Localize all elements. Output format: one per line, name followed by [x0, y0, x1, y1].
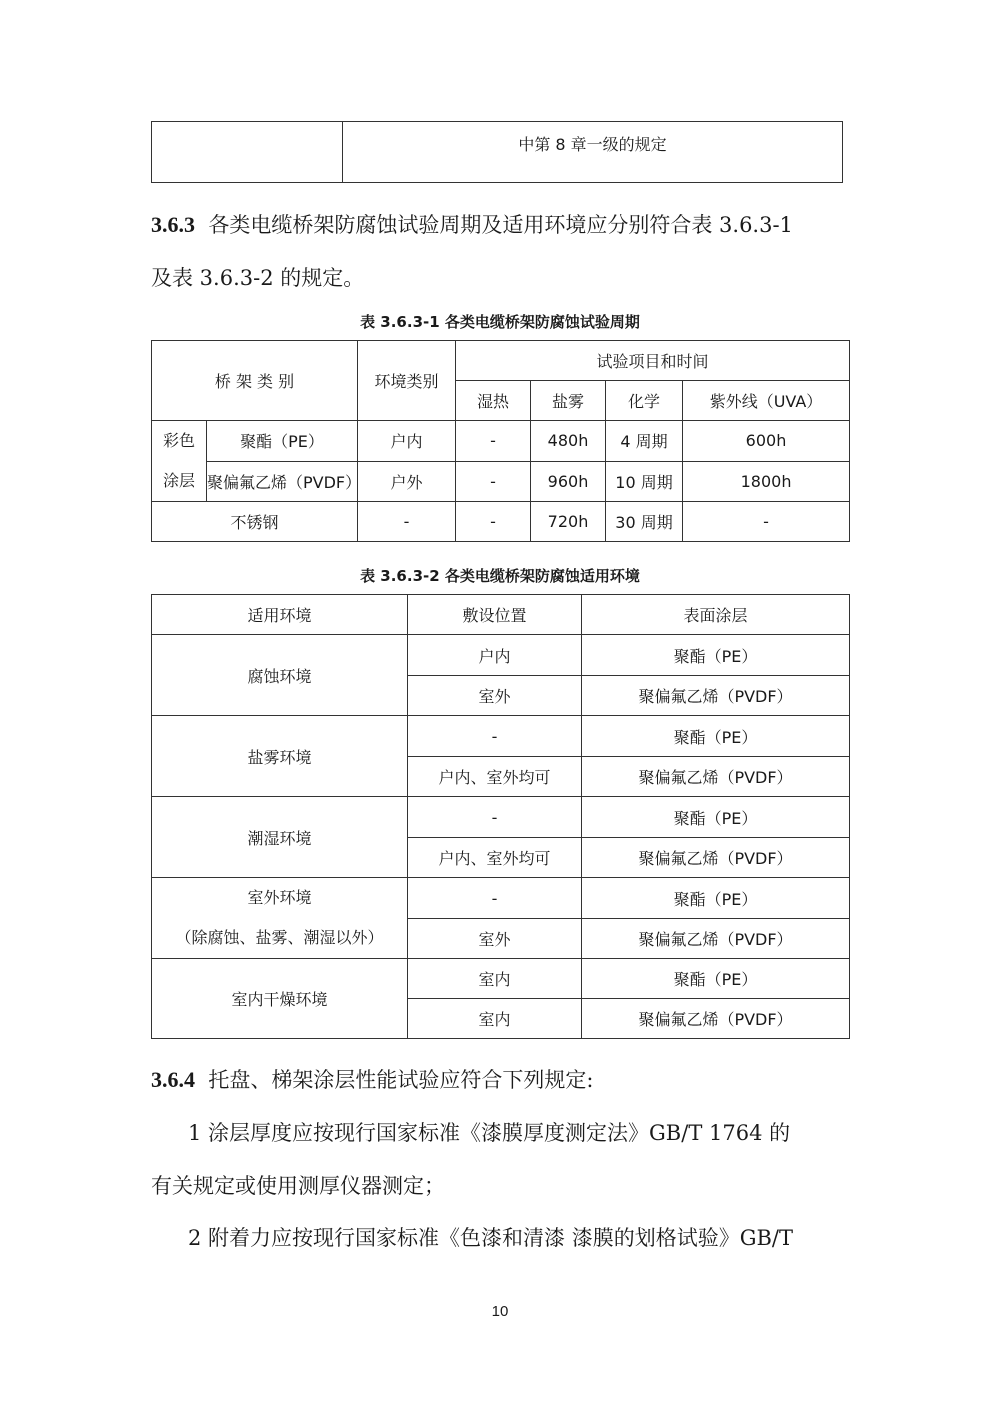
env-cell: 盐雾环境 — [152, 716, 408, 797]
position-cell: 户内、室外均可 — [408, 838, 582, 878]
header-surface-coating: 表面涂层 — [582, 595, 850, 635]
header-environment-type: 环境类别 — [358, 341, 456, 421]
color-coating-label — [152, 421, 207, 502]
item2-line1: 2 附着力应按现行国家标准《色漆和清漆 漆膜的划格试验》GB/T — [188, 1226, 793, 1250]
item1-line1: 1 涂层厚度应按现行国家标准《漆膜厚度测定法》GB/T 1764 的 — [188, 1121, 791, 1145]
position-cell: - — [408, 716, 582, 757]
coating-cell: 聚偏氟乙烯（PVDF） — [582, 838, 850, 878]
row-chem: 10 周期 — [606, 461, 683, 502]
applicable-environment-table — [151, 594, 850, 1039]
table2-caption: 表 3.6.3-2 各类电缆桥架防腐蚀适用环境 — [360, 567, 640, 585]
env-outdoor-line1: 室外环境 — [247, 888, 312, 907]
row-env: - — [358, 502, 456, 542]
coating-cell: 聚偏氟乙烯（PVDF） — [582, 999, 850, 1039]
header-uva: 紫外线（UVA） — [683, 381, 850, 421]
section-text: 托盘、梯架涂层性能试验应符合下列规定: — [208, 1068, 594, 1092]
top-table-right-cell: 中第 8 章一级的规定 — [343, 122, 843, 183]
color-coating-line2: 涂层 — [162, 471, 195, 490]
header-salt-spray: 盐雾 — [531, 381, 606, 421]
table1-caption: 表 3.6.3-1 各类电缆桥架防腐蚀试验周期 — [360, 313, 640, 331]
row-name: 聚酯（PE） — [207, 421, 358, 462]
position-cell: 室外 — [408, 676, 582, 716]
position-cell: 室内 — [408, 999, 582, 1039]
section-number: 3.6.4 — [151, 1067, 195, 1092]
section-text: 各类电缆桥架防腐蚀试验周期及适用环境应分别符合表 3.6.3-1 — [208, 213, 793, 237]
section-3-6-3-line2: 及表 3.6.3-2 的规定。 — [151, 266, 365, 290]
header-chemical: 化学 — [606, 381, 683, 421]
coating-cell: 聚酯（PE） — [582, 716, 850, 757]
row-salt: 480h — [531, 421, 606, 462]
header-laying-position: 敷设位置 — [408, 595, 582, 635]
header-cable-tray-type: 桥 架 类 别 — [152, 341, 358, 421]
position-cell: 户内、室外均可 — [408, 757, 582, 797]
color-coating-line1: 彩色 — [162, 431, 195, 450]
row-humid: - — [456, 421, 531, 462]
test-period-table — [151, 340, 850, 542]
row-humid: - — [456, 461, 531, 502]
section-3-6-3-line1 — [151, 209, 793, 239]
env-cell: 腐蚀环境 — [152, 635, 408, 716]
row-env: 户外 — [358, 461, 456, 502]
coating-cell: 聚偏氟乙烯（PVDF） — [582, 676, 850, 716]
coating-cell: 聚偏氟乙烯（PVDF） — [582, 919, 850, 959]
env-cell: 室内干燥环境 — [152, 959, 408, 1039]
position-cell: 户内 — [408, 635, 582, 676]
top-continuation-table — [151, 121, 843, 183]
row-chem: 30 周期 — [606, 502, 683, 542]
row-uva: 600h — [683, 421, 850, 462]
position-cell: 室外 — [408, 919, 582, 959]
row-salt: 960h — [531, 461, 606, 502]
row-chem: 4 周期 — [606, 421, 683, 462]
header-humid-heat: 湿热 — [456, 381, 531, 421]
coating-cell: 聚偏氟乙烯（PVDF） — [582, 757, 850, 797]
position-cell: 室内 — [408, 959, 582, 999]
section-3-6-4-heading — [151, 1064, 593, 1094]
header-applicable-environment: 适用环境 — [152, 595, 408, 635]
page-number: 10 — [491, 1303, 509, 1320]
coating-cell: 聚酯（PE） — [582, 635, 850, 676]
top-table-left-cell — [152, 122, 343, 183]
row-name: 不锈钢 — [152, 502, 358, 542]
item1-line2: 有关规定或使用测厚仪器测定； — [151, 1174, 445, 1198]
env-cell: 潮湿环境 — [152, 797, 408, 878]
coating-cell: 聚酯（PE） — [582, 878, 850, 919]
row-salt: 720h — [531, 502, 606, 542]
coating-cell: 聚酯（PE） — [582, 797, 850, 838]
position-cell: - — [408, 797, 582, 838]
section-number: 3.6.3 — [151, 212, 195, 237]
env-outdoor-line2: （除腐蚀、盐雾、潮湿以外） — [175, 928, 384, 947]
env-cell-outdoor — [152, 878, 408, 959]
row-humid: - — [456, 502, 531, 542]
row-uva: 1800h — [683, 461, 850, 502]
position-cell: - — [408, 878, 582, 919]
row-env: 户内 — [358, 421, 456, 462]
row-name: 聚偏氟乙烯（PVDF） — [207, 461, 358, 502]
header-test-items: 试验项目和时间 — [456, 341, 850, 381]
row-uva: - — [683, 502, 850, 542]
coating-cell: 聚酯（PE） — [582, 959, 850, 999]
